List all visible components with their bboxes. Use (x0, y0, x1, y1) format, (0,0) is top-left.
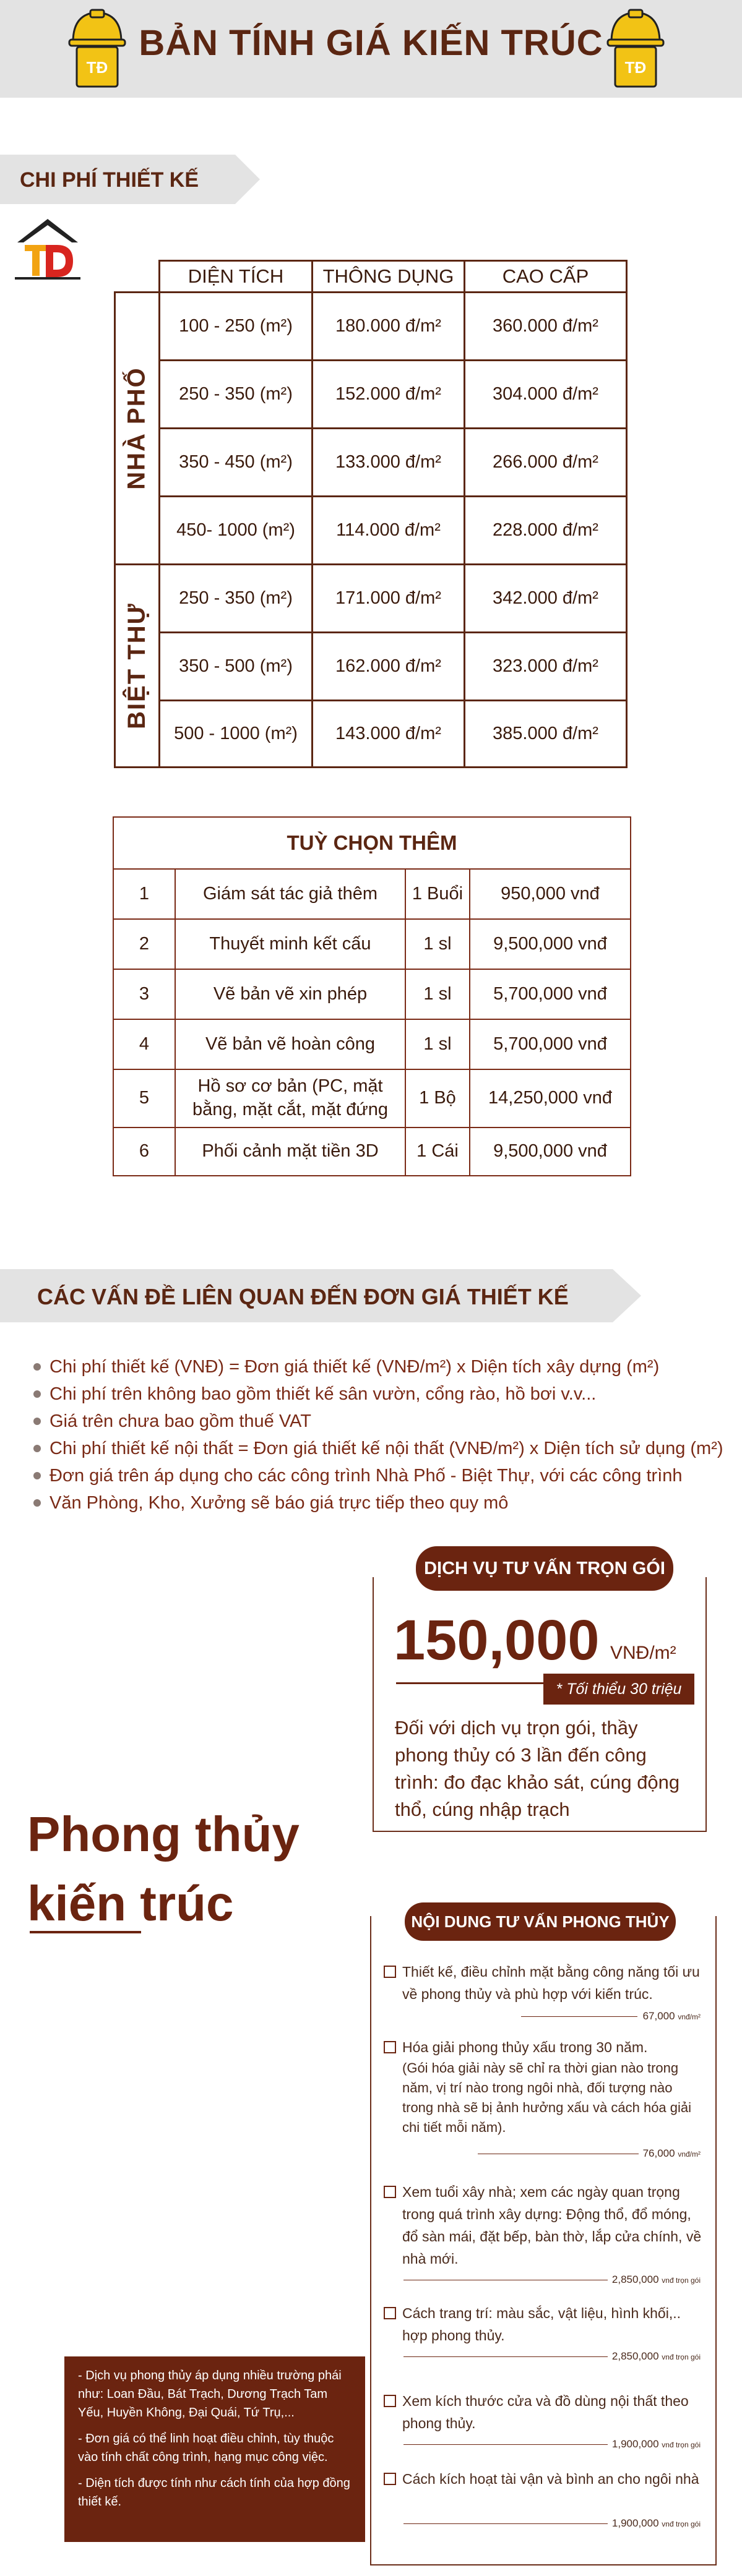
table-cell: 342.000 đ/m² (464, 563, 628, 633)
consult-price: 1,900,000 vnđ trọn gói (611, 2517, 701, 2529)
table-cell: Vẽ bản vẽ xin phép (175, 969, 406, 1020)
group-label-villa (114, 563, 160, 768)
table-cell: 1 Buổi (405, 868, 470, 920)
table-cell: 250 - 350 (m²) (158, 563, 313, 633)
table-cell: 250 - 350 (m²) (158, 359, 313, 429)
table-cell: 14,250,000 vnđ (469, 1069, 631, 1128)
design-cost-title: CHI PHÍ THIẾT KẾ (20, 168, 199, 192)
checkbox-icon (384, 2186, 396, 2198)
consult-item (384, 2181, 702, 2270)
options-title: TUỲ CHỌN THÊM (113, 816, 631, 870)
table-header-premium: CAO CẤP (464, 260, 628, 293)
table-cell: 1 Bộ (405, 1069, 470, 1128)
table-cell: 350 - 500 (m²) (158, 631, 313, 701)
package-minimum-badge: * Tối thiểu 30 triệu (543, 1674, 694, 1705)
table-cell: 1 sl (405, 918, 470, 970)
price-leader-line (403, 2356, 608, 2357)
table-cell: 4 (113, 1019, 176, 1070)
list-item: Đơn giá trên áp dụng cho các công trình Nhà Phố - Biệt Thự, với các công trình (31, 1462, 736, 1489)
note-text: - Diện tích được tính như cách tính của hợp đồng thiết kế. (78, 2476, 350, 2509)
table-cell: 228.000 đ/m² (464, 495, 628, 565)
table-cell: 5,700,000 vnđ (469, 969, 631, 1020)
table-cell: 500 - 1000 (m²) (158, 700, 313, 768)
price-leader-line (521, 2016, 637, 2017)
checkbox-icon (384, 2473, 396, 2485)
list-item: Chi phí trên không bao gồm thiết kế sân vườn, cổng rào, hồ bơi v.v... (31, 1380, 736, 1408)
table-cell: 180.000 đ/m² (311, 291, 465, 361)
design-price-table (114, 260, 628, 768)
table-cell: 171.000 đ/m² (311, 563, 465, 633)
fengshui-consult-header: NỘI DUNG TƯ VẤN PHONG THỦY (405, 1902, 676, 1941)
consult-item-text: Cách kích hoạt tài vận và bình an cho ngôi nhà (402, 2471, 699, 2487)
package-service-header: DỊCH VỤ TƯ VẤN TRỌN GÓI (416, 1546, 673, 1591)
table-cell: 5,700,000 vnđ (469, 1019, 631, 1070)
page-title: BẢN TÍNH GIÁ KIẾN TRÚC (139, 23, 603, 63)
consult-price: 76,000 vnđ/m² (642, 2147, 701, 2159)
consult-price-row (379, 2438, 701, 2453)
table-cell: 1 (113, 868, 176, 920)
table-cell: 323.000 đ/m² (464, 631, 628, 701)
table-cell: Thuyết minh kết cấu (175, 918, 406, 970)
consult-price-row (379, 2147, 701, 2162)
fengshui-title (27, 1800, 300, 1938)
consult-item-text: Thiết kế, điều chỉnh mặt bằng công năng tối ưu về phong thủy và phù hợp với kiến trúc. (402, 1964, 700, 2002)
note-text: - Dịch vụ phong thủy áp dụng nhiều trường phái như: Loan Đầu, Bát Trạch, Dương Trạch Tam Yếu, Huyền Không, Đại Quái, Tứ Trụ,... (78, 2369, 342, 2420)
table-cell: 9,500,000 vnđ (469, 918, 631, 970)
consult-item-subtext: (Gói hóa giải này sẽ chỉ ra thời gian nào trong năm, vị trí nào trong ngôi nhà, đối tượng nào trong nhà sẽ bị ảnh hưởng xấu và cách hóa giải chi tiết mỗi năm). (402, 2060, 692, 2135)
table-cell: 360.000 đ/m² (464, 291, 628, 361)
group-label-text: NHÀ PHỐ (123, 367, 151, 490)
page-header (0, 0, 742, 98)
table-cell: 114.000 đ/m² (311, 495, 465, 565)
package-price: 150,000 (394, 1609, 600, 1672)
consult-price: 67,000 vnđ/m² (642, 2010, 701, 2022)
issues-title: CÁC VẤN ĐỀ LIÊN QUAN ĐẾN ĐƠN GIÁ THIẾT KẾ (37, 1284, 569, 1309)
package-price-unit: VNĐ/m² (610, 1643, 676, 1663)
table-cell: 5 (113, 1069, 176, 1128)
table-cell: 1 Cái (405, 1127, 470, 1176)
table-cell: 6 (113, 1127, 176, 1176)
list-item: Văn Phòng, Kho, Xưởng sẽ báo giá trực tiếp theo quy mô (31, 1489, 736, 1517)
table-cell: 385.000 đ/m² (464, 700, 628, 768)
svg-text:TĐ: TĐ (624, 58, 647, 77)
consult-price-row (379, 2010, 701, 2025)
consult-item (384, 2390, 702, 2434)
list-item: Chi phí thiết kế nội thất = Đơn giá thiết kế nội thất (VNĐ/m²) x Diện tích sử dụng (m²) (31, 1435, 736, 1462)
list-item: Giá trên chưa bao gồm thuế VAT (31, 1408, 736, 1435)
table-cell: 2 (113, 918, 176, 970)
table-header-standard: THÔNG DỤNG (311, 260, 465, 293)
table-cell: 152.000 đ/m² (311, 359, 465, 429)
list-item: Chi phí thiết kế (VNĐ) = Đơn giá thiết kế (VNĐ/m²) x Diện tích xây dựng (m²) (31, 1353, 736, 1380)
consult-item-text: Cách trang trí: màu sắc, vật liệu, hình khối,.. hợp phong thủy. (402, 2305, 681, 2343)
price-leader-line (403, 2444, 608, 2445)
divider (396, 1682, 543, 1684)
consult-item (384, 2036, 702, 2137)
table-cell: 450- 1000 (m²) (158, 495, 313, 565)
consult-item-text: Hóa giải phong thủy xấu trong 30 năm. (402, 2039, 648, 2055)
consult-price-row (379, 2517, 701, 2532)
consult-item-text: Xem kích thước cửa và đồ dùng nội thất theo phong thủy. (402, 2393, 689, 2431)
consult-item (384, 2302, 702, 2347)
fengshui-title-line1: Phong thủy (27, 1807, 300, 1862)
consult-price: 2,850,000 vnđ trọn gói (611, 2274, 701, 2285)
consult-price: 2,850,000 vnđ trọn gói (611, 2350, 701, 2362)
group-label-text: BIỆT THỰ (123, 602, 151, 729)
fengshui-notes (64, 2356, 365, 2542)
price-leader-line (403, 2523, 608, 2524)
table-cell: Giám sát tác giả thêm (175, 868, 406, 920)
brand-logo-icon (14, 215, 82, 282)
svg-text:TĐ: TĐ (86, 58, 108, 77)
checkbox-icon (384, 2307, 396, 2319)
helmet-logo-icon (606, 6, 665, 93)
table-cell: 1 sl (405, 1019, 470, 1070)
consult-item (384, 1961, 702, 2005)
table-cell: Phối cảnh mặt tiền 3D (175, 1127, 406, 1176)
package-description: Đối với dịch vụ trọn gói, thầy phong thủy có 3 lần đến công trình: đo đạc khảo sát, cúng động thổ, cúng nhập trạch (395, 1717, 680, 1820)
table-cell: 143.000 đ/m² (311, 700, 465, 768)
table-cell: 162.000 đ/m² (311, 631, 465, 701)
table-cell: 9,500,000 vnđ (469, 1127, 631, 1176)
consult-item-text: Xem tuổi xây nhà; xem các ngày quan trọng trong quá trình xây dựng: Động thổ, đổ móng, đổ sàn mái, đặt bếp, bàn thờ, lắp cửa chính, về nhà mới. (402, 2184, 702, 2267)
table-cell: Vẽ bản vẽ hoàn công (175, 1019, 406, 1070)
consult-price-row (379, 2274, 701, 2288)
table-cell: 350 - 450 (m²) (158, 427, 313, 497)
issues-banner (0, 1269, 644, 1322)
table-cell: 950,000 vnđ (469, 868, 631, 920)
checkbox-icon (384, 2395, 396, 2407)
table-cell: 266.000 đ/m² (464, 427, 628, 497)
group-label-townhouse (114, 291, 160, 565)
consult-item (384, 2468, 702, 2490)
table-header-area: DIỆN TÍCH (158, 260, 313, 293)
table-cell: Hồ sơ cơ bản (PC, mặt bằng, mặt cắt, mặt đứng (175, 1069, 406, 1128)
table-cell: 3 (113, 969, 176, 1020)
title-underline (30, 1931, 141, 1933)
table-cell: 133.000 đ/m² (311, 427, 465, 497)
extra-options-table (113, 816, 631, 1176)
checkbox-icon (384, 1966, 396, 1978)
checkbox-icon (384, 2041, 396, 2053)
consult-price-row (379, 2350, 701, 2365)
design-cost-banner (0, 155, 260, 204)
fengshui-title-line2: kiến trúc (27, 1876, 234, 1931)
consult-price: 1,900,000 vnđ trọn gói (611, 2438, 701, 2450)
note-text: - Đơn giá có thể linh hoạt điều chỉnh, tùy thuộc vào tính chất công trình, hạng mục công việc. (78, 2432, 334, 2464)
table-cell: 1 sl (405, 969, 470, 1020)
issues-list (31, 1353, 736, 1517)
table-cell: 100 - 250 (m²) (158, 291, 313, 361)
table-cell: 304.000 đ/m² (464, 359, 628, 429)
